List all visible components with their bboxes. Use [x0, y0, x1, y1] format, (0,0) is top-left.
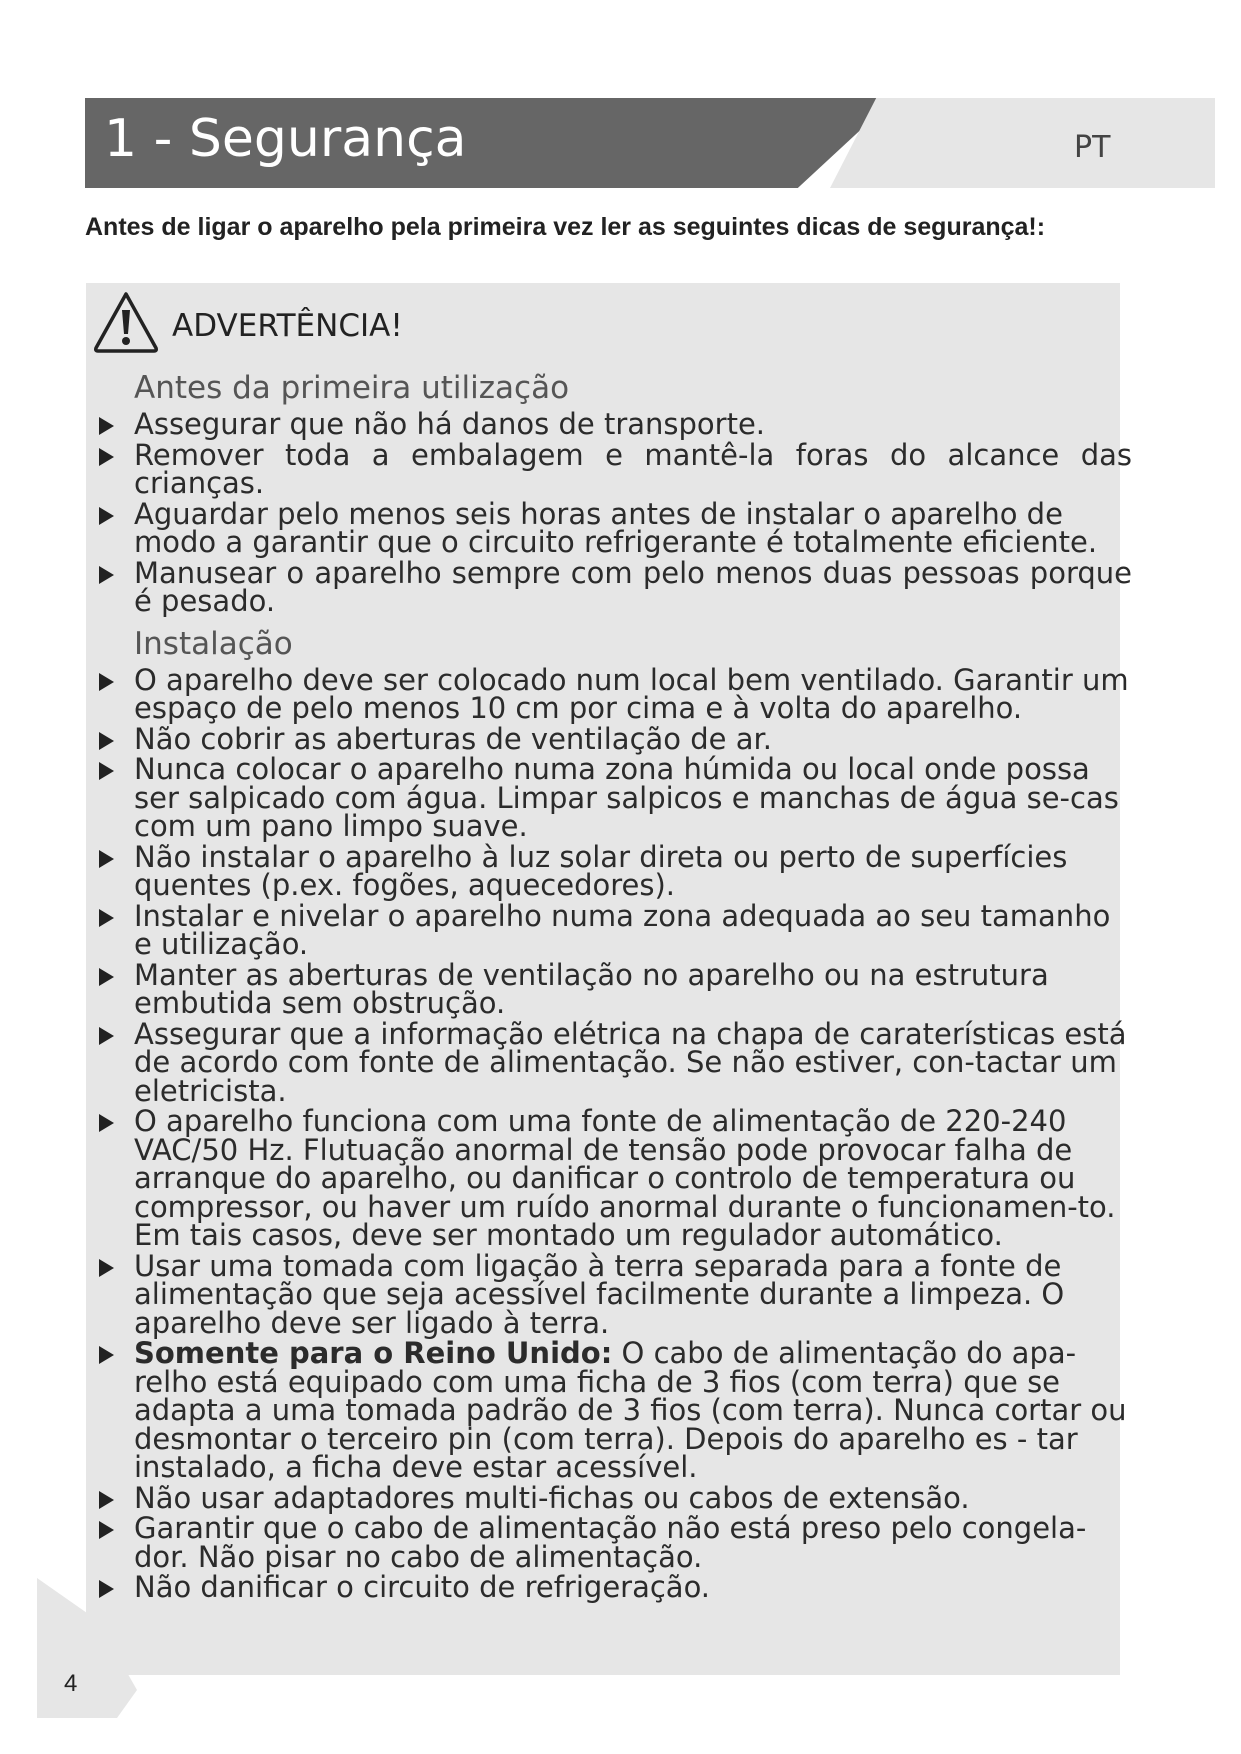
list-item: Usar uma tomada com ligação à terra separada para a fonte de alimentação que seja acessível facilmente durante a limpeza. O aparelho deve ser ligado à terra.: [92, 1252, 1132, 1338]
bullet-arrow-icon: [99, 507, 114, 525]
page-number: 4: [64, 1670, 78, 1697]
header-tab: [830, 98, 1215, 188]
safety-content: [92, 368, 1132, 1604]
list-item: Não danificar o circuito de refrigeração.: [92, 1573, 1132, 1602]
bullet-arrow-icon: [99, 968, 114, 986]
uk-label: Somente para o Reino Unido:: [134, 1336, 613, 1370]
bullet-arrow-icon: [99, 673, 114, 691]
list-item: Manter as aberturas de ventilação no aparelho ou na estrutura embutida sem obstrução.: [92, 961, 1132, 1018]
section-heading-before-first-use: Antes da primeira utilização: [134, 370, 570, 406]
bullet-arrow-icon: [99, 909, 114, 927]
intro-text: Antes de ligar o aparelho pela primeira vez ler as seguintes dicas de segurança!:: [85, 213, 1046, 241]
bullet-arrow-icon: [99, 1491, 114, 1509]
bullet-arrow-icon: [99, 417, 114, 435]
list-item: O aparelho funciona com uma fonte de alimentação de 220-240 VAC/50 Hz. Flutuação anormal de tensão pode provocar falha de arranque do aparelho, ou danificar o controlo de temperatura ou compressor, ou haver um ruído anormal durante o funcionamen-to. Em tais casos, deve ser montado um regulador automático.: [92, 1107, 1132, 1250]
language-label: PT: [1074, 130, 1111, 165]
list-item: Manusear o aparelho sempre com pelo menos duas pessoas porque é pesado.: [92, 559, 1132, 616]
list-item: Remover toda a embalagem e mantê-la foras do alcance das crianças.: [92, 441, 1132, 498]
list-item: Nunca colocar o aparelho numa zona húmida ou local onde possa ser salpicado com água. Limpar salpicos e manchas de água se-cas com um pano limpo suave.: [92, 755, 1132, 841]
bullet-arrow-icon: [99, 850, 114, 868]
list-item: Assegurar que a informação elétrica na chapa de caraterísticas está de acordo com fonte de alimentação. Se não estiver, con-tactar um eletricista.: [92, 1020, 1132, 1106]
bullet-arrow-icon: [99, 762, 114, 780]
bullet-arrow-icon: [99, 1259, 114, 1277]
list-item: O aparelho deve ser colocado num local bem ventilado. Garantir um espaço de pelo menos 10 cm por cima e à volta do aparelho.: [92, 666, 1132, 723]
bullet-arrow-icon: [99, 1027, 114, 1045]
warning-triangle-icon: [92, 290, 160, 354]
list-item: Assegurar que não há danos de transporte.: [92, 410, 1132, 439]
page-title: 1 - Segurança: [104, 109, 467, 169]
list-item: Garantir que o cabo de alimentação não está preso pelo congela-dor. Não pisar no cabo de alimentação.: [92, 1514, 1132, 1571]
bullet-arrow-icon: [99, 448, 114, 466]
list-item: Não instalar o aparelho à luz solar direta ou perto de superfícies quentes (p.ex. fogões, aquecedores).: [92, 843, 1132, 900]
list-item: Instalar e nivelar o aparelho numa zona adequada ao seu tamanho e utilização.: [92, 902, 1132, 959]
bullet-arrow-icon: [99, 1114, 114, 1132]
list-item: Não cobrir as aberturas de ventilação de ar.: [92, 725, 1132, 754]
bullet-arrow-icon: [99, 732, 114, 750]
list-item: Não usar adaptadores multi-fichas ou cabos de extensão.: [92, 1484, 1132, 1513]
bullet-arrow-icon: [99, 1346, 114, 1364]
warning-header: [92, 290, 492, 356]
section-heading-installation: Instalação: [134, 625, 293, 662]
list-item-uk: Somente para o Reino Unido: O cabo de alimentação do apa-relho está equipado com uma ficha de 3 fios (com terra) que se adapta a uma tomada padrão de 3 fios (com terra). Nunca cortar ou desmontar o terceiro pin (com terra). Depois do aparelho es - tar instalado, a ficha deve estar acessível.: [92, 1339, 1132, 1482]
list-item: Aguardar pelo menos seis horas antes de instalar o aparelho de modo a garantir que o circuito refrigerante é totalmente eficiente.: [92, 500, 1132, 557]
bullet-arrow-icon: [99, 566, 114, 584]
bullet-arrow-icon: [99, 1521, 114, 1539]
warning-title: ADVERTÊNCIA!: [172, 308, 403, 344]
bullet-arrow-icon: [99, 1580, 114, 1598]
